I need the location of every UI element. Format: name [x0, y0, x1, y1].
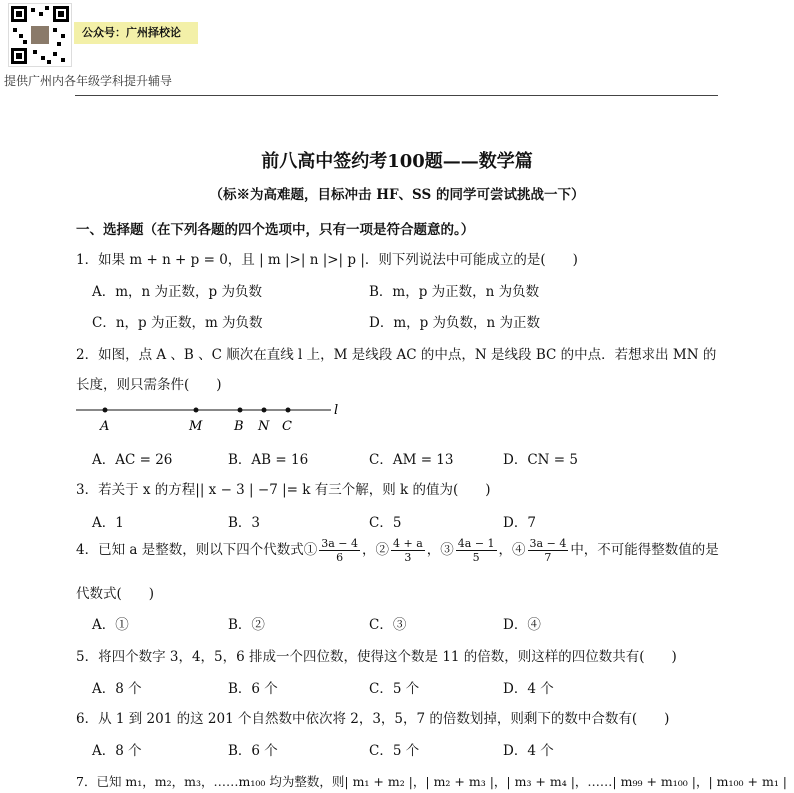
- question-2-stem: 2．如图，点 A 、B 、C 顺次在直线 l 上，M 是线段 AC 的中点，N 是线段 BC 的中点．若想求出 MN 的: [76, 347, 717, 363]
- fraction-1-denominator: 6: [336, 551, 344, 564]
- q6-option-d: D．4 个: [503, 743, 554, 759]
- question-7-stem: 7．已知 m₁，m₂，m₃，……m₁₀₀ 均为整数，则| m₁ + m₂ |，| m₂ + m₃ |，| m₃ + m₄ |，……| m₉₉ + m₁₀₀ |，| m₁₀₀ + m₁ |: [76, 774, 788, 789]
- page-title: 前八高中签约考100题——数学篇: [261, 151, 533, 172]
- fraction-4-numerator: 3a − 4: [529, 537, 567, 550]
- q4-sep-3: ，③: [426, 542, 454, 558]
- q6-option-c: C．5 个: [369, 743, 420, 759]
- fraction-4-denominator: 7: [544, 551, 552, 564]
- q3-option-c: C．5: [369, 515, 402, 531]
- q5-option-a: A．8 个: [92, 681, 142, 697]
- q5-option-b: B．6 个: [228, 681, 278, 697]
- q4-option-d: D．④: [503, 617, 541, 633]
- qr-code-icon: [9, 4, 71, 66]
- label-l: l: [334, 403, 339, 418]
- header-subline: 提供广州内各年级学科提升辅导: [4, 74, 173, 88]
- question-2-stem-cont: 长度，则只需条件( ): [76, 377, 222, 393]
- q4-option-a: A．①: [92, 617, 129, 633]
- q1-option-a: A．m，n 为正数，p 为负数: [92, 284, 262, 300]
- label-m: M: [189, 419, 203, 434]
- q2-option-c: C．AM = 13: [369, 452, 454, 468]
- q4-option-b: B．②: [228, 617, 265, 633]
- q1-option-b: B．m，p 为正数，n 为负数: [369, 284, 540, 300]
- q3-option-d: D．7: [503, 515, 536, 531]
- label-a: A: [100, 419, 110, 434]
- question-5-stem: 5．将四个数字 3，4，5，6 排成一个四位数，使得这个数是 11 的倍数，则这样的四位数共有( ): [76, 649, 677, 665]
- page-subtitle: （标※为高难题，目标冲击 HF、SS 的同学可尝试挑战一下）: [209, 187, 585, 203]
- q5-option-d: D．4 个: [503, 681, 554, 697]
- q2-option-a: A．AC = 26: [92, 452, 173, 468]
- q1-option-d: D．m，p 为负数，n 为正数: [369, 315, 541, 331]
- fraction-2-numerator: 4 + a: [393, 537, 423, 550]
- fraction-2-denominator: 3: [404, 551, 412, 564]
- q4-option-c: C．③: [369, 617, 407, 633]
- fraction-3-denominator: 5: [472, 551, 480, 564]
- label-b: B: [234, 419, 244, 434]
- q3-option-b: B．3: [228, 515, 261, 531]
- q3-option-a: A．1: [92, 515, 124, 531]
- q1-option-c: C．n，p 为正数，m 为负数: [92, 315, 263, 331]
- fraction-2: [391, 537, 425, 564]
- q4-prefix: 4．已知 a 是整数，则以下四个代数式①: [76, 542, 318, 558]
- label-c: C: [282, 419, 292, 434]
- question-4-stem: [76, 537, 719, 564]
- question-4-stem-cont: 代数式( ): [76, 586, 155, 602]
- q2-line-figure: [76, 400, 409, 440]
- q4-sep-4: ，④: [498, 542, 526, 558]
- qr-code: [8, 3, 72, 67]
- q5-option-c: C．5 个: [369, 681, 420, 697]
- question-3-stem: 3．若关于 x 的方程|| x − 3 | −7 |= k 有三个解，则 k 的值为( ): [76, 482, 491, 498]
- fraction-3-numerator: 4a − 1: [457, 537, 495, 550]
- question-1-stem: 1．如果 m + n + p = 0，且 | m |>| n |>| p |．则下列说法中可能成立的是( ): [76, 252, 578, 268]
- fraction-4: [528, 537, 569, 564]
- label-n: N: [258, 419, 270, 434]
- question-6-stem: 6．从 1 到 201 的这 201 个自然数中依次将 2，3，5，7 的倍数划掉，则剩下的数中合数有( ): [76, 711, 670, 727]
- q6-option-b: B．6 个: [228, 743, 278, 759]
- q6-option-a: A．8 个: [92, 743, 142, 759]
- fraction-1: [319, 537, 360, 564]
- fraction-3: [456, 537, 497, 564]
- header-divider: [75, 95, 718, 96]
- fraction-1-numerator: 3a − 4: [321, 537, 358, 550]
- section-heading: 一、选择题（在下列各题的四个选项中，只有一项是符合题意的。）: [76, 222, 475, 238]
- wechat-banner: 公众号：广州择校论: [74, 22, 198, 44]
- q4-suffix: 中，不可能得整数值的是: [570, 542, 719, 558]
- q4-sep-2: ，②: [362, 542, 389, 558]
- q2-option-d: D．CN = 5: [503, 452, 578, 468]
- q2-option-b: B．AB = 16: [228, 452, 309, 468]
